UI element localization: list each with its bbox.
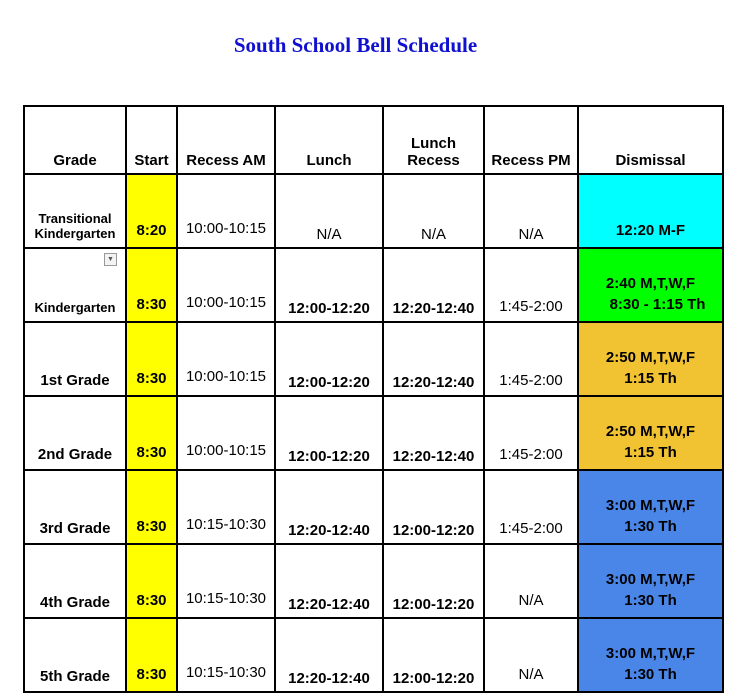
table-row — [24, 618, 723, 692]
start-cell: 8:20 — [126, 174, 177, 248]
dismissal-cell: 2:40 M,T,W,F 8:30 - 1:15 Th — [578, 248, 723, 322]
lunch-recess-cell: 12:20-12:40 — [383, 396, 484, 470]
start-cell: 8:30 — [126, 544, 177, 618]
recess-am-cell: 10:00-10:15 — [177, 174, 275, 248]
table-row — [24, 470, 723, 544]
table-row — [24, 544, 723, 618]
header-row — [24, 106, 723, 174]
recess-pm-cell: 1:45-2:00 — [484, 470, 578, 544]
lunch-recess-cell: 12:00-12:20 — [383, 544, 484, 618]
lunch-cell: 12:20-12:40 — [275, 470, 383, 544]
recess-pm-cell: 1:45-2:00 — [484, 322, 578, 396]
recess-pm-cell: N/A — [484, 174, 578, 248]
lunch-recess-cell: 12:00-12:20 — [383, 470, 484, 544]
recess-am-cell: 10:15-10:30 — [177, 470, 275, 544]
header-recess-pm: Recess PM — [484, 106, 578, 174]
start-cell: 8:30 — [126, 248, 177, 322]
recess-am-cell: 10:15-10:30 — [177, 544, 275, 618]
start-cell: 8:30 — [126, 396, 177, 470]
recess-am-cell: 10:15-10:30 — [177, 618, 275, 692]
bell-schedule-table — [23, 105, 724, 693]
dismissal-cell: 2:50 M,T,W,F 1:15 Th — [578, 322, 723, 396]
recess-am-cell: 10:00-10:15 — [177, 322, 275, 396]
header-recess-am: Recess AM — [177, 106, 275, 174]
lunch-recess-cell: 12:20-12:40 — [383, 248, 484, 322]
grade-cell: 2nd Grade — [24, 396, 126, 470]
lunch-recess-cell: 12:20-12:40 — [383, 322, 484, 396]
recess-pm-cell: 1:45-2:00 — [484, 396, 578, 470]
lunch-cell: 12:00-12:20 — [275, 248, 383, 322]
header-lunch-recess: Lunch Recess — [383, 106, 484, 174]
dismissal-cell: 3:00 M,T,W,F 1:30 Th — [578, 470, 723, 544]
start-cell: 8:30 — [126, 322, 177, 396]
dismissal-cell: 2:50 M,T,W,F 1:15 Th — [578, 396, 723, 470]
table-row — [24, 248, 723, 322]
dismissal-cell: 3:00 M,T,W,F 1:30 Th — [578, 544, 723, 618]
recess-am-cell: 10:00-10:15 — [177, 396, 275, 470]
table-row — [24, 174, 723, 248]
lunch-cell: 12:20-12:40 — [275, 618, 383, 692]
grade-cell: 3rd Grade — [24, 470, 126, 544]
recess-pm-cell: N/A — [484, 544, 578, 618]
start-cell: 8:30 — [126, 470, 177, 544]
dismissal-cell: 12:20 M-F — [578, 174, 723, 248]
recess-am-cell: 10:00-10:15 — [177, 248, 275, 322]
lunch-cell: 12:00-12:20 — [275, 396, 383, 470]
recess-pm-cell: 1:45-2:00 — [484, 248, 578, 322]
lunch-cell: N/A — [275, 174, 383, 248]
recess-pm-cell: N/A — [484, 618, 578, 692]
lunch-cell: 12:20-12:40 — [275, 544, 383, 618]
grade-cell: 1st Grade — [24, 322, 126, 396]
page-title: South School Bell Schedule — [233, 33, 478, 57]
header-grade: Grade — [24, 106, 126, 174]
header-lunch: Lunch — [275, 106, 383, 174]
grade-cell: ▼ Kindergarten — [24, 248, 126, 322]
grade-cell: 4th Grade — [24, 544, 126, 618]
table-row — [24, 396, 723, 470]
table-row — [24, 322, 723, 396]
dropdown-arrow-icon[interactable]: ▼ — [104, 253, 117, 266]
lunch-cell: 12:00-12:20 — [275, 322, 383, 396]
header-dismissal: Dismissal — [578, 106, 723, 174]
start-cell: 8:30 — [126, 618, 177, 692]
lunch-recess-cell: N/A — [383, 174, 484, 248]
dismissal-cell: 3:00 M,T,W,F 1:30 Th — [578, 618, 723, 692]
grade-cell: 5th Grade — [24, 618, 126, 692]
grade-cell: Transitional Kindergarten — [24, 174, 126, 248]
header-start: Start — [126, 106, 177, 174]
lunch-recess-cell: 12:00-12:20 — [383, 618, 484, 692]
